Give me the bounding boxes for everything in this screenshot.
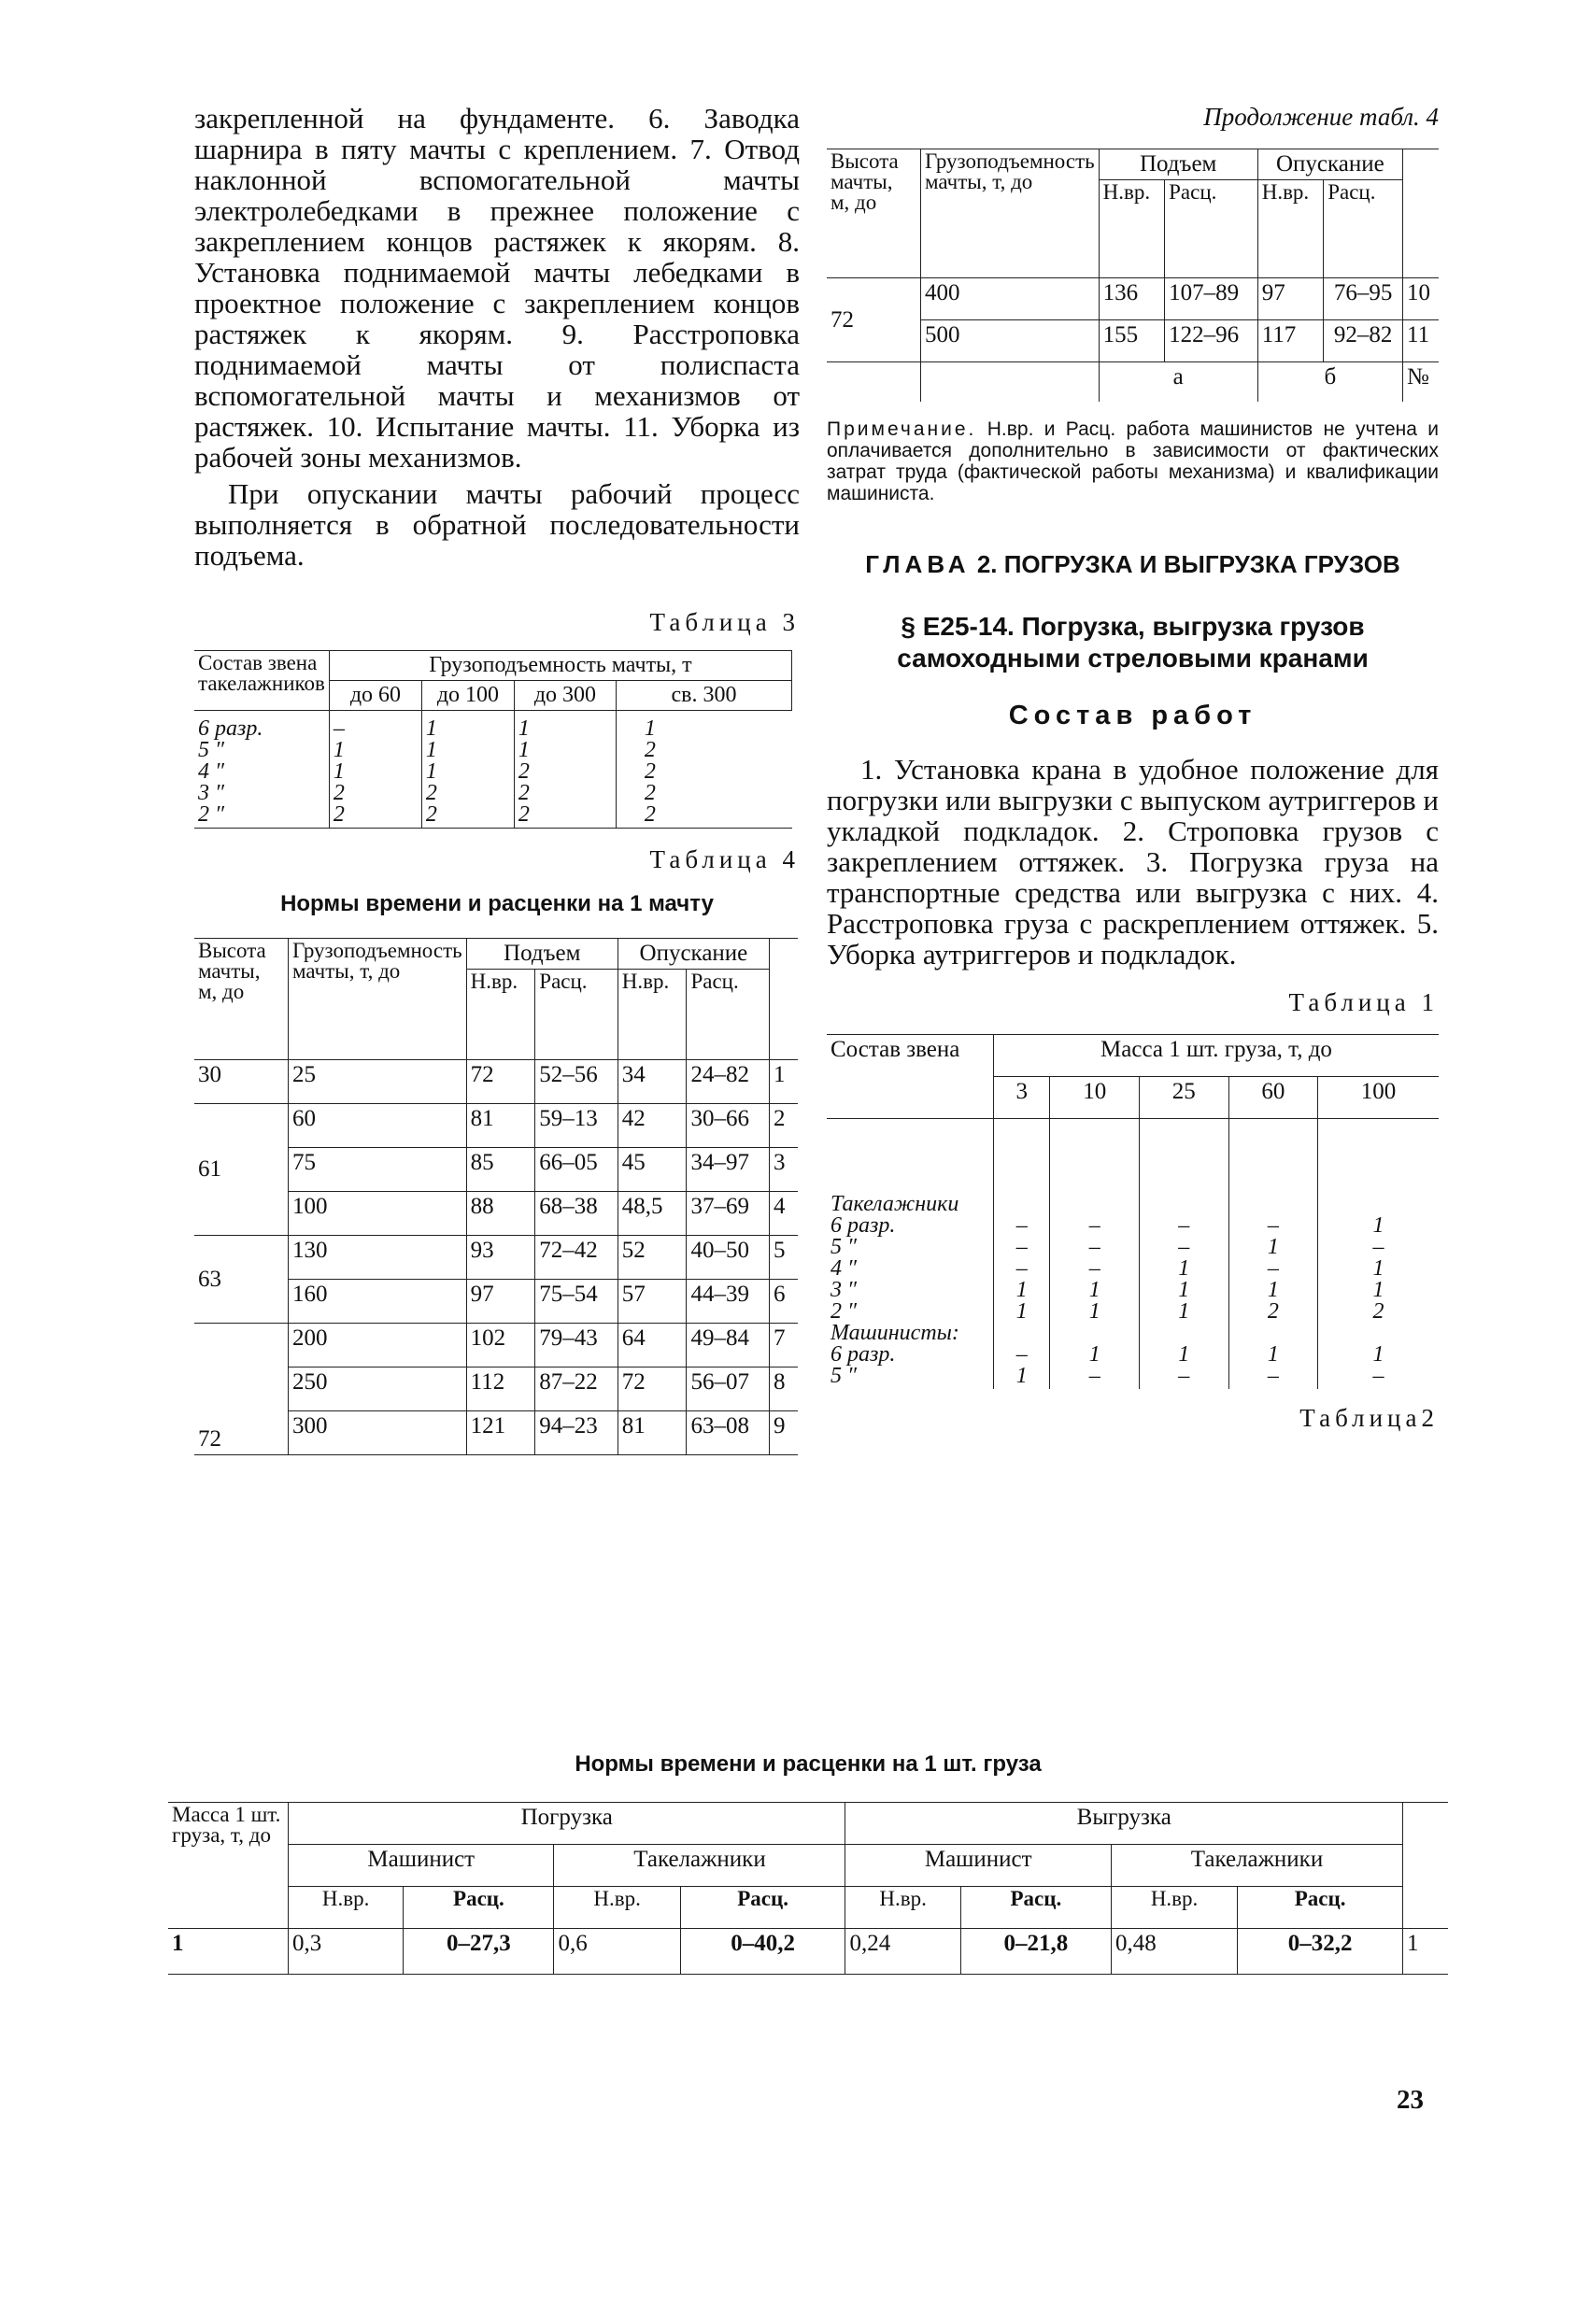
- table3-row-name: 5 ″: [198, 738, 224, 762]
- table1-row-name: 5 ″: [830, 1364, 857, 1388]
- table1-cell: 1: [1178, 1256, 1190, 1281]
- table1-cell: 2: [1372, 1299, 1384, 1324]
- table4c-cell: 400: [921, 278, 1100, 320]
- table4-cell: 44–39: [687, 1280, 770, 1324]
- table1: [827, 1034, 1439, 1389]
- table4-cell: 75: [289, 1148, 467, 1192]
- table4-cell: 79–43: [535, 1324, 618, 1367]
- table4c-lift-header: Подъем: [1099, 149, 1257, 180]
- table2-rasc-header: Расц.: [680, 1887, 845, 1929]
- table4c-cell: 10: [1403, 278, 1440, 320]
- table1-row-name: 6 разр.: [830, 1342, 896, 1367]
- table4-cell: 102: [466, 1324, 535, 1367]
- table1-cell: 1: [1178, 1278, 1190, 1302]
- table3-col-header: до 100: [421, 681, 514, 711]
- table-row: [168, 1929, 1448, 1975]
- table4c-cell: 500: [921, 320, 1100, 362]
- table2-title: Нормы времени и расценки на 1 шт. груза: [575, 1751, 1042, 1777]
- table1-group-operators: Машинисты:: [830, 1321, 959, 1345]
- table3-col0-header: Состав звена такелажников: [194, 651, 329, 711]
- table4-cell: 250: [289, 1367, 467, 1411]
- table4c-cell: 122–96: [1165, 320, 1258, 362]
- table1-cell: –: [1178, 1364, 1190, 1388]
- table2-cell: 0–32,2: [1238, 1929, 1403, 1975]
- table1-cell: –: [1372, 1364, 1384, 1388]
- table-row: [194, 1236, 798, 1280]
- table1-spacer: [1143, 1323, 1225, 1344]
- work-composition-text: 1. Установка крана в удобное положение для погрузки или выгрузки с выпуском аутриггеров и укладкой подкладок. 2. Строповка грузов с закреплением оттяжек. 3. Погрузка груза на транспортные средства или выгрузка с них. 4. Расстроповка груза с раскреплением оттяжек. 5. Уборка аутриггеров и подкладок.: [827, 753, 1439, 971]
- table4c-cell: 97: [1257, 278, 1324, 320]
- table2-rasc-header: Расц.: [404, 1887, 554, 1929]
- table1-cell: –: [1178, 1213, 1190, 1238]
- table4c-footer-a: а: [1099, 362, 1257, 403]
- table1-cell: 1: [1088, 1299, 1100, 1324]
- table1-cell: 1: [1372, 1342, 1384, 1367]
- table4-continuation-caption: Продолжение табл. 4: [1203, 103, 1439, 131]
- table3-cell: 1: [425, 738, 437, 762]
- table1-col-values: [994, 1119, 1050, 1390]
- table4c-cell: 76–95: [1324, 278, 1403, 320]
- table4c-height-header: Высота мачты, м, до: [827, 149, 921, 278]
- table2-cell: 0,48: [1111, 1929, 1237, 1975]
- table4-cell: 121: [466, 1411, 535, 1455]
- left-column: [194, 103, 800, 1455]
- table1-cell: –: [1015, 1213, 1028, 1238]
- table1-cell: 1: [1088, 1342, 1100, 1367]
- table3-cell: 2: [518, 781, 530, 805]
- table4-lower-header: Опускание: [618, 939, 769, 970]
- table1-group-riggers: Такелажники: [830, 1192, 959, 1216]
- table4: [194, 938, 798, 1455]
- table4-cell: 34: [618, 1060, 687, 1104]
- table1-cell: 1: [1015, 1299, 1028, 1324]
- table4c-footer-empty: [921, 362, 1100, 403]
- table4-cell: 25: [289, 1060, 467, 1104]
- table4c-no-header: [1403, 149, 1440, 278]
- table3-group-header: Грузоподъемность мачты, т: [329, 651, 791, 681]
- table3-cell: 2: [644, 738, 656, 762]
- table1-cell: 2: [1267, 1299, 1279, 1324]
- table3-cell: 2: [518, 802, 530, 827]
- table-row: [194, 1060, 798, 1104]
- table2-caption: Таблица2: [1299, 1404, 1439, 1432]
- table1-row-name: 4 ″: [830, 1256, 857, 1281]
- table1-cell: –: [1088, 1235, 1100, 1259]
- table4c-lower-header: Опускание: [1257, 149, 1402, 180]
- note-text: Н.вр. и Расц. работа машинистов не учтена и оплачивается дополнительно в зависимости от фактических затрат труда (фактической работы механизма) и квалификации машиниста.: [827, 418, 1439, 504]
- table1-col-header: 3: [994, 1077, 1050, 1119]
- table2-cell: 0–27,3: [404, 1929, 554, 1975]
- table4-cell: 40–50: [687, 1236, 770, 1280]
- table4c-cell: 11: [1403, 320, 1440, 362]
- table4-cell: 57: [618, 1280, 687, 1324]
- table1-row-name: 2 ″: [830, 1299, 857, 1324]
- table4-rasc-header: Расц.: [535, 970, 618, 1060]
- table1-cell: 1: [1372, 1278, 1384, 1302]
- table1-cell: 1: [1372, 1256, 1384, 1281]
- table4-cell: 61: [194, 1104, 289, 1236]
- table2-no-header: [1403, 1803, 1449, 1929]
- table3-col-header: до 300: [514, 681, 616, 711]
- table4-lift-header: Подъем: [466, 939, 618, 970]
- table3-cell: 1: [518, 716, 530, 741]
- table2-nvr-header: Н.вр.: [289, 1887, 404, 1929]
- table2-cell: 0–21,8: [960, 1929, 1111, 1975]
- table2-riggers-header: Такелажники: [1111, 1845, 1402, 1887]
- table4-cell: 2: [770, 1104, 799, 1148]
- table4-nvr-header: Н.вр.: [466, 970, 535, 1060]
- table1-cell: 1: [1267, 1235, 1279, 1259]
- table4c-nvr-header: Н.вр.: [1099, 180, 1165, 278]
- table1-cell: –: [1178, 1235, 1190, 1259]
- table-row: [194, 1324, 798, 1367]
- table1-cell: 1: [1015, 1364, 1028, 1388]
- table4-cell: 72: [194, 1324, 289, 1455]
- table3-col-values: [616, 711, 791, 829]
- table4-cell: 60: [289, 1104, 467, 1148]
- table2-col0-header: Масса 1 шт. груза, т, до: [168, 1803, 289, 1929]
- table1-cell: 1: [1088, 1278, 1100, 1302]
- table3-cell: 1: [644, 716, 656, 741]
- chapter-title: 2. ПОГРУЗКА И ВЫГРУЗКА ГРУЗОВ: [976, 550, 1400, 578]
- table4-cell: 1: [770, 1060, 799, 1104]
- table4c-cell: 155: [1099, 320, 1165, 362]
- table1-cell: 1: [1178, 1299, 1190, 1324]
- table1-cell: –: [1267, 1364, 1279, 1388]
- table4c-footer-b: б: [1257, 362, 1402, 403]
- table4-cell: 88: [466, 1192, 535, 1236]
- table3-cell: 2: [644, 781, 656, 805]
- table1-spacer: [1322, 1323, 1435, 1344]
- table3-cell: 2: [518, 759, 530, 784]
- table1-col-header: 60: [1228, 1077, 1318, 1119]
- table1-col-values: [1318, 1119, 1439, 1390]
- table1-cell: –: [1015, 1256, 1028, 1281]
- table3-row-name: 6 разр.: [198, 716, 263, 741]
- table2-cell: 1: [168, 1929, 289, 1975]
- table4c-cell: 117: [1257, 320, 1324, 362]
- table1-col-values: [1139, 1119, 1228, 1390]
- table4-cell: 52–56: [535, 1060, 618, 1104]
- table4-cell: 64: [618, 1324, 687, 1367]
- table3-cell: 2: [425, 781, 437, 805]
- table4c-rasc-header: Расц.: [1165, 180, 1258, 278]
- table1-col-header: 100: [1318, 1077, 1439, 1119]
- table2-rasc-header: Расц.: [960, 1887, 1111, 1929]
- table2-unloading-header: Выгрузка: [845, 1803, 1403, 1845]
- table3-cell: –: [333, 716, 345, 741]
- table4-cell: 5: [770, 1236, 799, 1280]
- table1-cell: –: [1015, 1235, 1028, 1259]
- table2-cell: 0,6: [554, 1929, 680, 1975]
- table4-cell: 66–05: [535, 1148, 618, 1192]
- section-heading: § Е25-14. Погрузка, выгрузка грузов самоходными стреловыми кранами: [897, 612, 1369, 673]
- table4-nvr-header: Н.вр.: [618, 970, 687, 1060]
- table3-row-names: [194, 711, 329, 829]
- table1-cell: 1: [1015, 1278, 1028, 1302]
- table3-row-name: 4 ″: [198, 759, 224, 784]
- table2: [168, 1802, 1448, 1975]
- table1-group-header: Масса 1 шт. груза, т, до: [994, 1035, 1440, 1077]
- table1-row-name: 5 ″: [830, 1235, 857, 1259]
- table1-cell: –: [1088, 1364, 1100, 1388]
- table2-nvr-header: Н.вр.: [1111, 1887, 1237, 1929]
- note-label: Примечание.: [827, 418, 977, 440]
- table1-cell: 1: [1267, 1342, 1279, 1367]
- table1-cell: –: [1267, 1256, 1279, 1281]
- table1-col-values: [1228, 1119, 1318, 1390]
- table3-col-header: до 60: [329, 681, 421, 711]
- table1-row-name: 6 разр.: [830, 1213, 896, 1238]
- table3-cell: 1: [333, 738, 345, 762]
- table1-caption: Таблица 1: [1288, 988, 1439, 1016]
- table1-col0-header: Состав звена: [827, 1035, 994, 1119]
- table4-cell: 72: [466, 1060, 535, 1104]
- table4-cell: 100: [289, 1192, 467, 1236]
- table4-cell: 6: [770, 1280, 799, 1324]
- table4-cell: 72: [618, 1367, 687, 1411]
- table2-operator-header: Машинист: [845, 1845, 1111, 1887]
- table4c-nvr-header: Н.вр.: [1257, 180, 1324, 278]
- table3-cell: 1: [333, 759, 345, 784]
- table4-rasc-header: Расц.: [687, 970, 770, 1060]
- table4-cell: 34–97: [687, 1148, 770, 1192]
- table2-nvr-header: Н.вр.: [554, 1887, 680, 1929]
- table3-cell: 2: [333, 781, 345, 805]
- table3-col-values: [421, 711, 514, 829]
- table3-caption: Таблица 3: [649, 608, 800, 636]
- table4-cell: 30: [194, 1060, 289, 1104]
- table3-col-values: [514, 711, 616, 829]
- table4-cell: 4: [770, 1192, 799, 1236]
- table2-operator-header: Машинист: [289, 1845, 554, 1887]
- lowering-paragraph: При опускании мачты рабочий процесс выполняется в обратной последовательности подъема.: [194, 477, 800, 572]
- table4-cell: 72–42: [535, 1236, 618, 1280]
- table4-cell: 42: [618, 1104, 687, 1148]
- table4-cell: 24–82: [687, 1060, 770, 1104]
- table-row: [827, 278, 1439, 320]
- table4-cell: 68–38: [535, 1192, 618, 1236]
- table-row: [827, 362, 1439, 403]
- table1-cell: 1: [1372, 1213, 1384, 1238]
- table4-cell: 75–54: [535, 1280, 618, 1324]
- table3-row-name: 3 ″: [198, 781, 224, 805]
- table3-row-name: 2 ″: [198, 802, 224, 827]
- table4-height-header: Высота мачты, м, до: [194, 939, 289, 1060]
- table3-cell: 2: [425, 802, 437, 827]
- table2-rasc-header: Расц.: [1238, 1887, 1403, 1929]
- table3-cell: 1: [518, 738, 530, 762]
- right-column: [827, 103, 1439, 1433]
- table1-col-header: 10: [1050, 1077, 1140, 1119]
- table1-col-header: 25: [1139, 1077, 1228, 1119]
- table4-cell: 130: [289, 1236, 467, 1280]
- table4-cell: 3: [770, 1148, 799, 1192]
- table4-cell: 112: [466, 1367, 535, 1411]
- table2-loading-header: Погрузка: [289, 1803, 845, 1845]
- table2-riggers-header: Такелажники: [554, 1845, 845, 1887]
- table4c-footer-empty: [827, 362, 921, 403]
- table3-col-header: св. 300: [616, 681, 791, 711]
- table4c-cell: 107–89: [1165, 278, 1258, 320]
- table4-cell: 160: [289, 1280, 467, 1324]
- table3-cell: 2: [644, 802, 656, 827]
- table4-cell: 85: [466, 1148, 535, 1192]
- table1-col-values: [1050, 1119, 1140, 1390]
- table1-cell: –: [1015, 1342, 1028, 1367]
- table1-cell: 1: [1178, 1342, 1190, 1367]
- table3-col-values: [329, 711, 421, 829]
- chapter-label: ГЛАВА: [865, 550, 971, 578]
- table-row: [194, 1104, 798, 1148]
- chapter-heading: [827, 551, 1439, 577]
- table3-cell: 2: [333, 802, 345, 827]
- table4-cell: 52: [618, 1236, 687, 1280]
- table4-cell: 87–22: [535, 1367, 618, 1411]
- table3-cell: 2: [644, 759, 656, 784]
- table4-load-header: Грузоподъемность мачты, т, до: [289, 939, 467, 1060]
- table2-cell: 0,24: [845, 1929, 960, 1975]
- table4c-cell: 92–82: [1324, 320, 1403, 362]
- table4-cell: 49–84: [687, 1324, 770, 1367]
- table4-title: Нормы времени и расценки на 1 мачту: [280, 891, 714, 916]
- table1-spacer: [1054, 1323, 1135, 1344]
- table2-cell: 1: [1403, 1929, 1449, 1975]
- table4-cell: 45: [618, 1148, 687, 1192]
- table4-cell: 59–13: [535, 1104, 618, 1148]
- table3-cell: 1: [425, 759, 437, 784]
- table3-cell: 1: [425, 716, 437, 741]
- table2-block: [168, 1751, 1448, 1975]
- table1-spacer: [1233, 1323, 1314, 1344]
- table4-cell: 81: [466, 1104, 535, 1148]
- table4-cell: 8: [770, 1367, 799, 1411]
- table4c-load-header: Грузоподъемность мачты, т, до: [921, 149, 1100, 278]
- table4-cell: 93: [466, 1236, 535, 1280]
- table4-caption: Таблица 4: [649, 845, 800, 873]
- table4c-cell: 72: [827, 278, 921, 362]
- table4-cell: 30–66: [687, 1104, 770, 1148]
- table1-cell: –: [1372, 1235, 1384, 1259]
- table4-cell: 56–07: [687, 1367, 770, 1411]
- table1-row-names: [827, 1119, 994, 1390]
- table4c-footer-no: №: [1403, 362, 1440, 403]
- table1-row-name: 3 ″: [830, 1278, 857, 1302]
- table1-cell: –: [1088, 1213, 1100, 1238]
- table1-cell: 1: [1267, 1278, 1279, 1302]
- table2-cell: 0,3: [289, 1929, 404, 1975]
- table4-no-header: [770, 939, 799, 1060]
- table1-spacer: [998, 1323, 1045, 1344]
- table4c-cell: 136: [1099, 278, 1165, 320]
- page-number: 23: [1397, 2085, 1424, 2115]
- table4-cell: 63–08: [687, 1411, 770, 1455]
- table4-cell: 37–69: [687, 1192, 770, 1236]
- table4-cell: 48,5: [618, 1192, 687, 1236]
- table2-cell: 0–40,2: [680, 1929, 845, 1975]
- table4-cell: 7: [770, 1324, 799, 1367]
- table1-cell: –: [1267, 1213, 1279, 1238]
- table4-continuation: [827, 149, 1439, 402]
- table3: [194, 650, 792, 829]
- table2-nvr-header: Н.вр.: [845, 1887, 960, 1929]
- table4-cell: 9: [770, 1411, 799, 1455]
- table4-note: [827, 418, 1439, 504]
- table1-cell: –: [1088, 1256, 1100, 1281]
- table4-cell: 300: [289, 1411, 467, 1455]
- work-steps-paragraph: закрепленной на фундаменте. 6. Заводка шарнира в пяту мачты с креплением. 7. Отвод наклонной вспомогательной мачты электролебедками в прежнее положение с закреплением концов растяжек к якорям. 8. Установка поднимаемой мачты лебедками в проектное положение с закреплением концов растяжек к якорям. 9. Расстроповка поднимаемой мачты от полиспаста вспомогательной мачты и механизмов от растяжек. 10. Испытание мачты. 11. Уборка из рабочей зоны механизмов.: [194, 102, 800, 474]
- table4-cell: 81: [618, 1411, 687, 1455]
- table4-cell: 97: [466, 1280, 535, 1324]
- table4-cell: 200: [289, 1324, 467, 1367]
- table4-cell: 63: [194, 1236, 289, 1324]
- work-composition-heading: Состав работ: [1008, 701, 1257, 730]
- table4-cell: 94–23: [535, 1411, 618, 1455]
- table4c-rasc-header: Расц.: [1324, 180, 1403, 278]
